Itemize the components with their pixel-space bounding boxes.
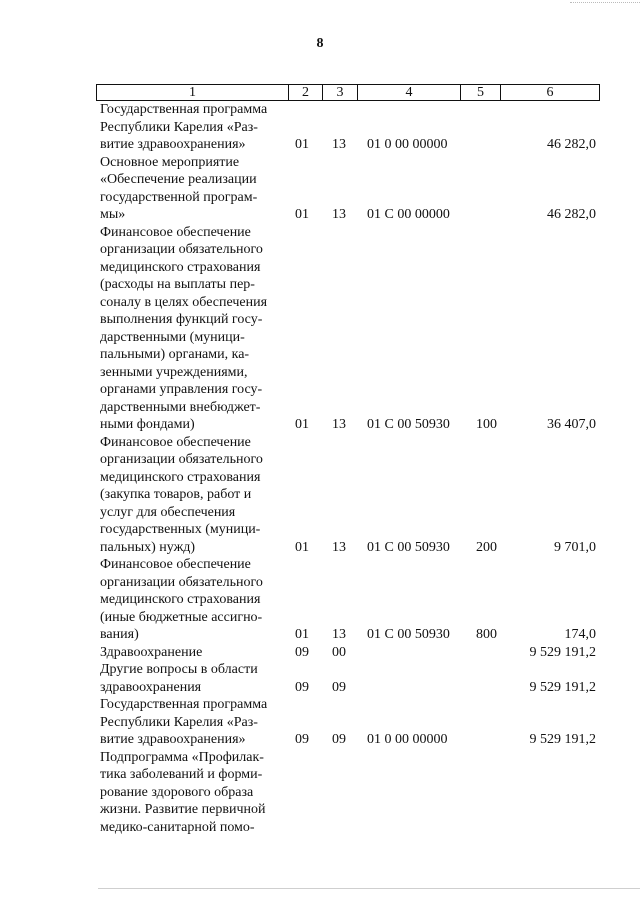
row-target-code: 01 С 00 50930 [367,417,450,432]
row-amount: 9 529 191,2 [529,732,596,747]
row-subsection: 13 [332,207,346,222]
header-col-1: 1 [97,85,289,100]
table-header [96,84,600,101]
table-row [96,434,600,557]
scan-bottom-edge [98,888,640,889]
row-amount: 9 701,0 [554,539,596,555]
row-target-code: 01 С 00 50930 [367,627,450,642]
row-subsection: 13 [332,627,346,642]
table-row [96,696,600,749]
row-section: 01 [295,627,309,642]
table-row [96,644,600,662]
header-col-6: 6 [546,85,554,100]
row-expense-type: 800 [476,627,497,642]
row-subsection: 13 [332,137,346,152]
row-section: 09 [295,644,309,660]
row-description: Финансовое обеспечение организации обязательного медицинского страхования (расходы на выплаты пер- соналу в целях обеспечения выполнения функций госу- дарственными (муници- пальными) органами, ка- зенными учреждениями, органами управления госу- дарственными внебюджет- ными фондами) [100,224,268,432]
header-col-3: 3 [323,85,358,100]
row-description: Государственная программа Республики Карелия «Раз- витие здравоохранения» [100,102,268,152]
row-expense-type: 100 [476,417,497,432]
row-description: Финансовое обеспечение организации обязательного медицинского страхования (иные бюджетные ассигно- вания) [100,557,263,642]
table-row [96,101,600,154]
row-target-code: 01 0 00 00000 [367,732,448,747]
row-description: Государственная программа Республики Карелия «Раз- витие здравоохранения» [100,697,268,747]
row-subsection: 09 [332,732,346,747]
row-subsection: 00 [332,644,346,660]
row-description: Основное мероприятие «Обеспечение реализации государственной програм- мы» [100,154,258,222]
page-number: 8 [316,36,324,51]
table-row [96,661,600,696]
row-target-code: 01 С 00 00000 [367,207,450,222]
row-amount: 9 529 191,2 [529,679,596,695]
row-target-code: 01 0 00 00000 [367,137,448,152]
header-col-2: 2 [289,85,323,100]
row-subsection: 13 [332,417,346,432]
row-amount: 9 529 191,2 [529,644,596,660]
scan-edge-mark [570,2,640,5]
table-row [96,154,600,224]
row-section: 01 [295,137,309,152]
row-description: Подпрограмма «Профилак- тика заболеваний и форми- рование здорового образа жизни. Развитие первичной медико-санитарной помо- [100,749,266,835]
header-col-4: 4 [358,85,461,100]
row-description: Здравоохранение [100,644,203,660]
table-body [96,101,600,836]
header-col-5: 5 [461,85,501,100]
row-section: 09 [295,679,309,695]
row-section: 01 [295,539,309,555]
table-row [96,749,600,837]
row-amount: 46 282,0 [547,207,596,222]
row-section: 01 [295,207,309,222]
table-row [96,224,600,434]
row-subsection: 13 [332,539,346,555]
row-description: Другие вопросы в области здравоохранения [100,662,258,695]
table-row [96,556,600,644]
row-section: 09 [295,732,309,747]
row-amount: 36 407,0 [547,417,596,432]
row-target-code: 01 С 00 50930 [367,539,450,555]
row-description: Финансовое обеспечение организации обязательного медицинского страхования (закупка товаров, работ и услуг для обеспечения государственных (муници- пальных) нужд) [100,434,263,555]
row-amount: 46 282,0 [547,137,596,152]
row-amount: 174,0 [564,627,596,642]
row-expense-type: 200 [476,539,497,555]
row-subsection: 09 [332,679,346,695]
row-section: 01 [295,417,309,432]
